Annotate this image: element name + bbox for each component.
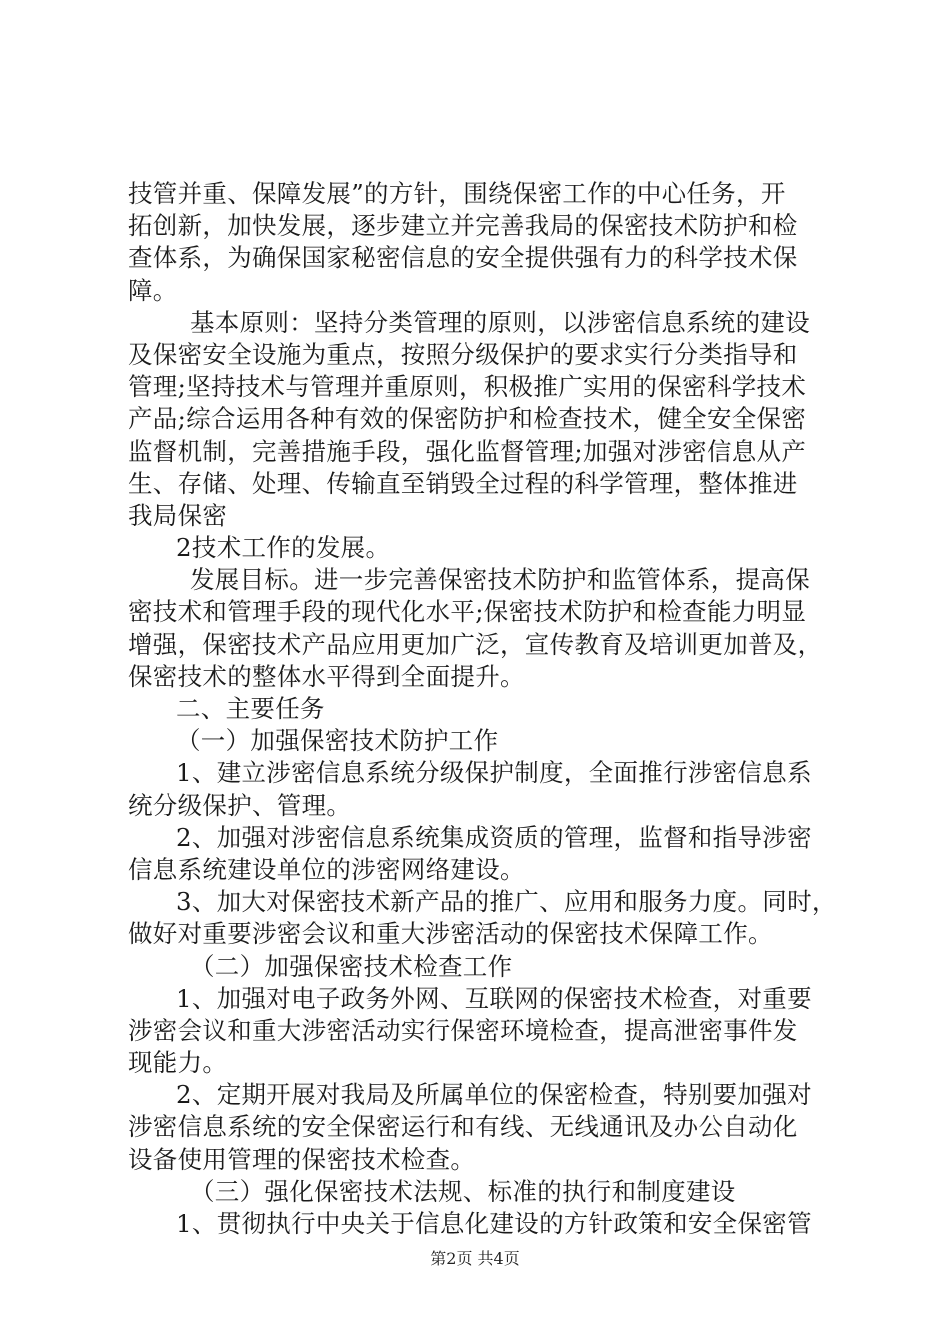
text-line: 2技术工作的发展。 — [176, 533, 391, 563]
paragraph-basic-principles: 基本原则：坚持分类管理的原则，以涉密信息系统的建设 — [190, 307, 810, 337]
document-body — [128, 178, 837, 1240]
section-heading-main-tasks: 二、主要任务 — [176, 694, 325, 723]
list-item: 1、加强对电子政务外网、互联网的保密技术检查，对重要 — [176, 983, 812, 1013]
text-line: 管理;坚持技术与管理并重原则，积极推广实用的保密科学技术 — [128, 372, 807, 402]
paragraph-development-goals: 发展目标。进一步完善保密技术防护和监管体系，提高保 — [190, 565, 810, 595]
text-line: 及保密安全设施为重点，按照分级保护的要求实行分类指导和 — [128, 339, 798, 369]
text-line: 密技术和管理手段的现代化水平;保密技术防护和检查能力明显 — [128, 597, 807, 627]
list-item: 2、定期开展对我局及所属单位的保密检查，特别要加强对 — [176, 1080, 812, 1110]
text-line: 查体系，为确保国家秘密信息的安全提供强有力的科学技术保 — [128, 243, 798, 273]
text-line: 统分级保护、管理。 — [128, 790, 352, 820]
text-line: 技管并重、保障发展”的方针，围绕保密工作的中心任务，开 — [128, 179, 786, 208]
text-line: 障。 — [128, 275, 178, 305]
list-item: 1、建立涉密信息系统分级保护制度，全面推行涉密信息系 — [176, 758, 812, 788]
text-line: 信息系统建设单位的涉密网络建设。 — [128, 854, 525, 884]
subsection-heading-3: （三）强化保密技术法规、标准的执行和制度建设 — [190, 1176, 736, 1206]
text-line: 增强，保密技术产品应用更加广泛，宣传教育及培训更加普及， — [128, 629, 823, 659]
text-line: 拓创新，加快发展，逐步建立并完善我局的保密技术防护和检 — [128, 211, 798, 241]
text-line: 涉密信息系统的安全保密运行和有线、无线通讯及办公自动化 — [128, 1112, 798, 1142]
text-line: 我局保密 — [128, 500, 228, 530]
text-line: 做好对重要涉密会议和重大涉密活动的保密技术保障工作。 — [128, 919, 773, 949]
subsection-heading-1: （一）加强保密技术防护工作 — [176, 726, 499, 756]
page-number-footer: 第2页 共4页 — [430, 1249, 520, 1268]
text-line: 保密技术的整体水平得到全面提升。 — [128, 661, 525, 691]
subsection-heading-2: （二）加强保密技术检查工作 — [190, 951, 513, 981]
text-line: 监督机制，完善措施手段，强化监督管理;加强对涉密信息从产 — [128, 436, 807, 466]
list-item: 3、加大对保密技术新产品的推广、应用和服务力度。同时， — [176, 887, 837, 917]
text-line: 涉密会议和重大涉密活动实行保密环境检查，提高泄密事件发 — [128, 1015, 798, 1045]
list-item: 1、贯彻执行中央关于信息化建设的方针政策和安全保密管 — [176, 1209, 812, 1238]
text-line: 设备使用管理的保密技术检查。 — [128, 1144, 476, 1174]
text-line: 生、存储、处理、传输直至销毁全过程的科学管理，整体推进 — [128, 468, 798, 498]
list-item: 2、加强对涉密信息系统集成资质的管理，监督和指导涉密 — [176, 822, 812, 852]
text-line: 现能力。 — [128, 1048, 228, 1078]
text-line: 产品;综合运用各种有效的保密防护和检查技术，健全安全保密 — [128, 404, 807, 434]
